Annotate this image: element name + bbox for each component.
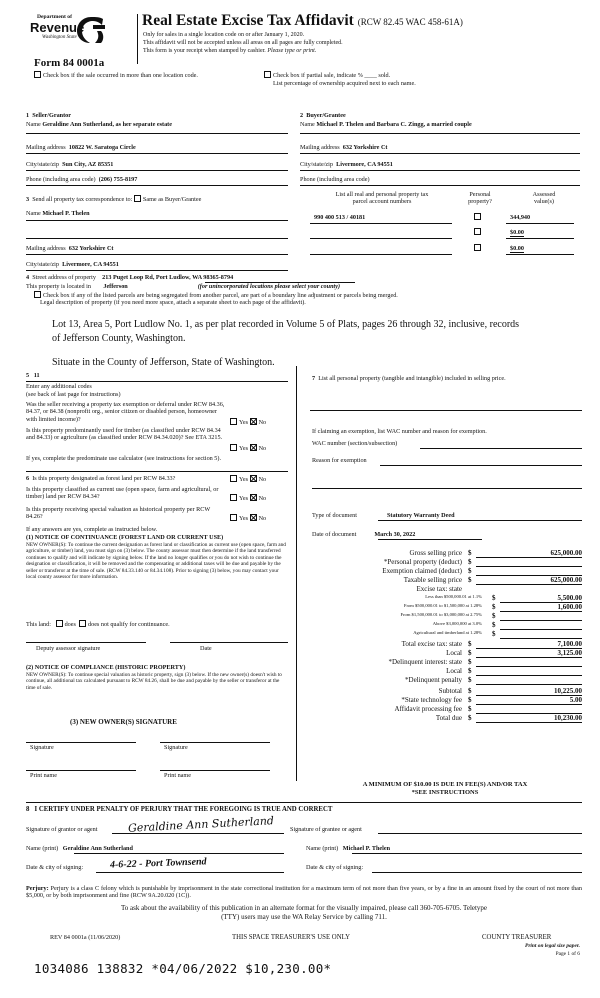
additional-codes: Enter any additional codes <box>26 383 92 390</box>
amount-label: Affidavit processing fee <box>394 705 462 713</box>
checkbox[interactable] <box>230 494 237 501</box>
sig-label-2: Signature <box>164 744 188 751</box>
amount-value <box>476 567 582 576</box>
assessed-value-2: $0.00 <box>510 229 524 236</box>
this-land: This land: does does not qualify for continuance. <box>26 621 170 628</box>
amount-label: Above $3,000,000 at 3.0% <box>432 621 482 626</box>
amount-label: *Delinquent penalty <box>405 676 462 684</box>
seller-city: City/state/zip Sun City, AZ 85351 <box>26 161 114 168</box>
amount-label: Gross selling price <box>409 549 462 557</box>
amount-value <box>476 676 582 685</box>
amount-label: Excise tax: state <box>416 585 462 593</box>
amount-label: Local <box>446 667 462 675</box>
form-title: Real Estate Excise Tax Affidavit (RCW 82.45 WAC 458-61A) <box>142 12 463 29</box>
parcel-header: List all real and personal property tax parcel account numbers <box>335 191 429 206</box>
seller-address: Mailing address 10822 W. Saratoga Circle <box>26 144 136 151</box>
amount-label: *Delinquent interest: state <box>388 658 462 666</box>
dollar-sign: $ <box>492 594 496 602</box>
sec6-q1: 6 Is this property designated as forest land per RCW 84.33? <box>26 475 176 482</box>
dollar-sign: $ <box>468 667 472 675</box>
grantor-signature: Geraldine Ann Sutherland <box>127 814 275 835</box>
seller-heading: 1 Seller/Grantor <box>26 112 72 119</box>
checkbox[interactable] <box>56 620 63 627</box>
legal-paper: Print on legal size paper. <box>525 943 580 949</box>
buyer-name: Name Michael P. Thelen and Barbara C. Zingg, a married couple <box>300 121 472 128</box>
continuance-heading: (1) NOTICE OF CONTINUANCE (FOREST LAND OR CURRENT USE) <box>26 534 224 541</box>
dollar-sign: $ <box>492 612 496 620</box>
q1-yes-no[interactable]: Yes No <box>230 418 266 426</box>
amount-label: *State technology fee <box>401 696 462 704</box>
amount-value: 5.00 <box>476 696 582 705</box>
dollar-sign: $ <box>468 687 472 695</box>
dollar-sign: $ <box>468 558 472 566</box>
rev-number: REV 84 0001a (11/06/2020) <box>50 934 121 941</box>
amount-value: 7,100.00 <box>476 640 582 649</box>
amount-label: Local <box>446 649 462 657</box>
county-treasurer: COUNTY TREASURER <box>482 934 552 941</box>
amount-label: Exemption claimed (deduct) <box>382 567 462 575</box>
amount-value <box>500 612 582 621</box>
amount-label: Subtotal <box>438 687 462 695</box>
dollar-sign: $ <box>492 621 496 629</box>
dept-line2: Revenue <box>30 20 85 35</box>
wac-label: WAC number (section/subsection) <box>312 440 398 447</box>
sec5-q1: Was the seller receiving a property tax exemption or deferral under RCW 84.36, 84.37, or 84.38 (nonprofit org., senior citizen or disabled person, homeowner with limited income)? <box>26 401 225 423</box>
situate-line: Situate in the County of Jefferson, State of Washington. <box>52 357 275 368</box>
print-name-1: Print name <box>30 772 57 779</box>
location: This property is located in Jefferson (for unincorporated locations please select your county) <box>26 283 341 290</box>
sec5-q2: Is this property predominantly used for timber (as classified under RCW 84.34 and 84.33) or agriculture (as classified under RCW 84.34.020)? See ETA 3215. <box>26 427 223 442</box>
checkbox[interactable] <box>264 71 271 78</box>
checked-box[interactable] <box>250 444 257 451</box>
compliance-heading: (2) NOTICE OF COMPLIANCE (HISTORIC PROPERTY) <box>26 664 186 671</box>
header-note1: Only for sales in a single location code on or after January 1, 2020. <box>143 32 305 38</box>
amount-value <box>476 705 582 714</box>
buyer-address: Mailing address 632 Yorkshire Ct <box>300 144 388 151</box>
grantor-date: 4-6-22 - Port Townsend <box>109 856 207 871</box>
personal-checkbox-3[interactable] <box>474 244 481 251</box>
checkbox[interactable] <box>79 620 86 627</box>
amount-value <box>500 630 582 639</box>
header-note2: This affidavit will not be accepted unless all areas on all pages are fully completed. <box>143 40 343 46</box>
s6q1-yes-no[interactable]: Yes No <box>230 475 266 483</box>
same-as-buyer-checkbox[interactable] <box>134 195 141 202</box>
correspondence-name: Name Michael P. Thelen <box>26 210 90 217</box>
grantee-sig-label: Signature of grantee or agent <box>290 826 362 833</box>
grantee-name: Name (print) Michael P. Thelen <box>306 845 391 852</box>
correspondence-city: City/state/zip Livermore, CA 94551 <box>26 261 119 268</box>
assessed-header: Assessed value(s) <box>532 191 556 206</box>
compliance-text: NEW OWNER(S): To continue special valuation as historic property, sign (3) below. If the new owner(s) doesn't wish to continue, all additional tax calculated pursuant to RCW 84.26, shall be due and payable by the seller or transferor at the time of sale. <box>26 672 282 691</box>
buyer-heading: 2 Buyer/Grantee <box>300 112 346 119</box>
dept-line1: Department of <box>37 14 72 20</box>
amount-value: 625,000.00 <box>476 549 582 558</box>
correspondence-address: Mailing address 632 Yorkshire Ct <box>26 245 114 252</box>
print-name-2: Print name <box>164 772 191 779</box>
s6q2-yes-no[interactable]: Yes No <box>230 494 266 502</box>
correspondence-label: 3 Send all property tax correspondence to: Same as Buyer/Grantee <box>26 196 202 203</box>
grantor-sig-label: Signature of grantor or agent <box>26 826 98 833</box>
q2-yes-no[interactable]: Yes No <box>230 444 266 452</box>
dollar-sign: $ <box>468 640 472 648</box>
perjury-text: Perjury: Perjury is a class C felony which is punishable by imprisonment in the state correctional institution for a maximum term of not more than five years, or by a fine in an amount fixed by the court of not more than $5,000, or by both imprisonment and fine (RCW 9A.20.020 (1C)). <box>26 885 582 900</box>
sec6-q2: Is this property classified as current use (open space, farm and agricultural, or timber) land per RCW 84.34? <box>26 486 219 501</box>
amount-label: Total due <box>435 714 462 722</box>
continuance-text: NEW OWNER(S): To continue the current designation as forest land or classification as current use (open space, farm and agriculture, or timber) land, you must sign on (3) below. The county assessor must then determine if the land transferred continues to qualify and will indicate by signing below. If the land no longer qualifies or you do not wish to continue the designation or classification, it will be removed and the compensating or additional taxes will be due and payable by the seller or transferor at the time of sale. (RCW 84.33.140 or 84.34.108). Prior to signing (3) below, you may contact your local county assessor for more information. <box>26 542 286 581</box>
certification: 8 I CERTIFY UNDER PENALTY OF PERJURY THAT THE FOREGOING IS TRUE AND CORRECT <box>26 806 333 813</box>
amount-label: Less than $500,000.01 at 1.1% <box>425 594 482 599</box>
checkbox[interactable] <box>34 71 41 78</box>
reason-label: Reason for exemption <box>312 457 367 464</box>
dollar-sign: $ <box>468 714 472 722</box>
partial-sale-check[interactable]: Check box if partial sale, indicate % ____ sold. <box>264 71 390 79</box>
dollar-sign: $ <box>468 658 472 666</box>
assessed-value-3: $0.00 <box>510 245 524 252</box>
deputy-sig: Deputy assessor signature <box>36 645 101 652</box>
page-number: Page 1 of 6 <box>555 951 580 957</box>
checkbox[interactable] <box>34 291 41 298</box>
ownership-note: List percentage of ownership acquired next to each name. <box>273 80 416 87</box>
minimum-note: A MINIMUM OF $10.00 IS DUE IN FEE(S) AND/OR TAX *SEE INSTRUCTIONS <box>362 781 528 796</box>
segregated-check[interactable]: Check box if any of the listed parcels are being segregated from another parcel, are part of a boundary line adjustment or parcels being merged. <box>34 291 574 299</box>
dollar-sign: $ <box>468 705 472 713</box>
amount-value: 3,125.00 <box>476 649 582 658</box>
dollar-sign: $ <box>492 603 496 611</box>
dollar-sign: $ <box>468 676 472 684</box>
parcel-number-1: 990 400 513 / 40181 <box>314 214 366 221</box>
codes-instr: (see back of last page for instructions) <box>26 391 121 398</box>
legal-description: Lot 13, Area 5, Port Ludlow No. 1, as per plat recorded in Volume 5 of Plats, pages 26 through 32, inclusive, records of Jefferson County, Washington. <box>52 319 520 344</box>
buyer-phone: Phone (including area code) <box>300 176 370 183</box>
assessed-value-1: 344,940 <box>510 214 531 221</box>
receipt-stamp: 1034086 138832 *04/06/2022 $10,230.00* <box>34 961 332 976</box>
amount-value <box>500 621 582 630</box>
dollar-sign: $ <box>468 696 472 704</box>
dollar-sign: $ <box>468 649 472 657</box>
sig-label-1: Signature <box>30 744 54 751</box>
alt-format-1: To ask about the availability of this publication in an alternate format for the visually impaired, please call 360-705-6705. Teletype <box>120 904 488 912</box>
s6q3-yes-no[interactable]: Yes No <box>230 514 266 522</box>
amount-value: 10,230.00 <box>476 714 582 723</box>
personal-header: Personal property? <box>468 191 492 206</box>
checkbox[interactable] <box>230 444 237 451</box>
multi-location-check[interactable]: Check box if the sale occurred in more than one location code. <box>34 71 198 79</box>
amount-value: 625,000.00 <box>476 576 582 585</box>
seller-name: Name Geraldine Ann Sutherland, as her separate estate <box>26 121 172 128</box>
amount-value <box>476 558 582 567</box>
dollar-sign: $ <box>492 630 496 638</box>
sec5-code: 5 11 <box>26 372 40 379</box>
doc-type: Type of document Statutory Warranty Deed <box>312 512 455 519</box>
amount-value: 1,600.00 <box>500 603 582 612</box>
sec6-q4: If any answers are yes, complete as instructed below. <box>26 526 158 533</box>
sec7-label: 7 List all personal property (tangible and intangible) included in selling price. <box>312 375 506 382</box>
seller-phone: Phone (including area code) (206) 755-8197 <box>26 176 138 183</box>
checked-box[interactable] <box>250 494 257 501</box>
amount-value: 10,225.00 <box>476 687 582 696</box>
amount-label: From $500,000.01 to $1,500,000 at 1.28% <box>403 603 482 608</box>
amount-label: Total excise tax: state <box>401 640 462 648</box>
sec6-q3: Is this property receiving special valuation as historical property per RCW 84.26? <box>26 506 211 521</box>
street-address: 4 Street address of property 213 Puget Loop Rd, Port Ludlow, WA 98365-8794 <box>26 274 234 281</box>
grantor-date-label: Date & city of signing: <box>26 864 84 871</box>
personal-checkbox-2[interactable] <box>474 228 481 235</box>
deputy-date: Date <box>200 645 212 652</box>
dollar-sign: $ <box>468 567 472 575</box>
checkbox[interactable] <box>230 418 237 425</box>
amount-label: *Personal property (deduct) <box>383 558 462 566</box>
amount-value <box>476 658 582 667</box>
checked-box[interactable] <box>250 475 257 482</box>
amount-value <box>476 667 582 676</box>
buyer-city: City/state/zip Livermore, CA 94551 <box>300 161 393 168</box>
checked-box[interactable] <box>250 514 257 521</box>
new-owner-sig-heading: (3) NEW OWNER(S) SIGNATURE <box>70 718 177 726</box>
dept-line3: Washington State <box>42 35 77 40</box>
treasurer-space: THIS SPACE TREASURER'S USE ONLY <box>232 934 351 941</box>
exempt-label: If claiming an exemption, list WAC number and reason for exemption. <box>312 428 487 435</box>
doc-date: Date of document March 30, 2022 <box>312 531 416 538</box>
alt-format-2: (TTY) users may use the WA Relay Service by calling 711. <box>221 913 387 921</box>
checked-box[interactable] <box>250 418 257 425</box>
legal-desc-label: Legal description of property (if you need more space, attach a separate sheet to each page of the affidavit). <box>40 299 306 306</box>
form-number: Form 84 0001a <box>34 57 105 69</box>
dollar-sign: $ <box>468 576 472 584</box>
grantee-date-label: Date & city of signing: <box>306 864 364 871</box>
dollar-sign: $ <box>468 549 472 557</box>
checkbox[interactable] <box>230 475 237 482</box>
grantor-name: Name (print) Geraldine Ann Sutherland <box>26 845 133 852</box>
header-note3: This form is your receipt when stamped by cashier. Please type or print. <box>143 48 317 54</box>
amount-value: 5,500.00 <box>500 594 582 603</box>
checkbox[interactable] <box>230 514 237 521</box>
personal-checkbox-1[interactable] <box>474 213 481 220</box>
amount-label: Taxable selling price <box>403 576 462 584</box>
sec5-q3: If yes, complete the predominate use calculator (see instructions for section 5). <box>26 455 222 462</box>
amount-label: Agricultural and timberland at 1.28% <box>413 630 482 635</box>
amount-label: From $1,500,000.01 to $3,000,000 at 2.75% <box>400 612 482 617</box>
